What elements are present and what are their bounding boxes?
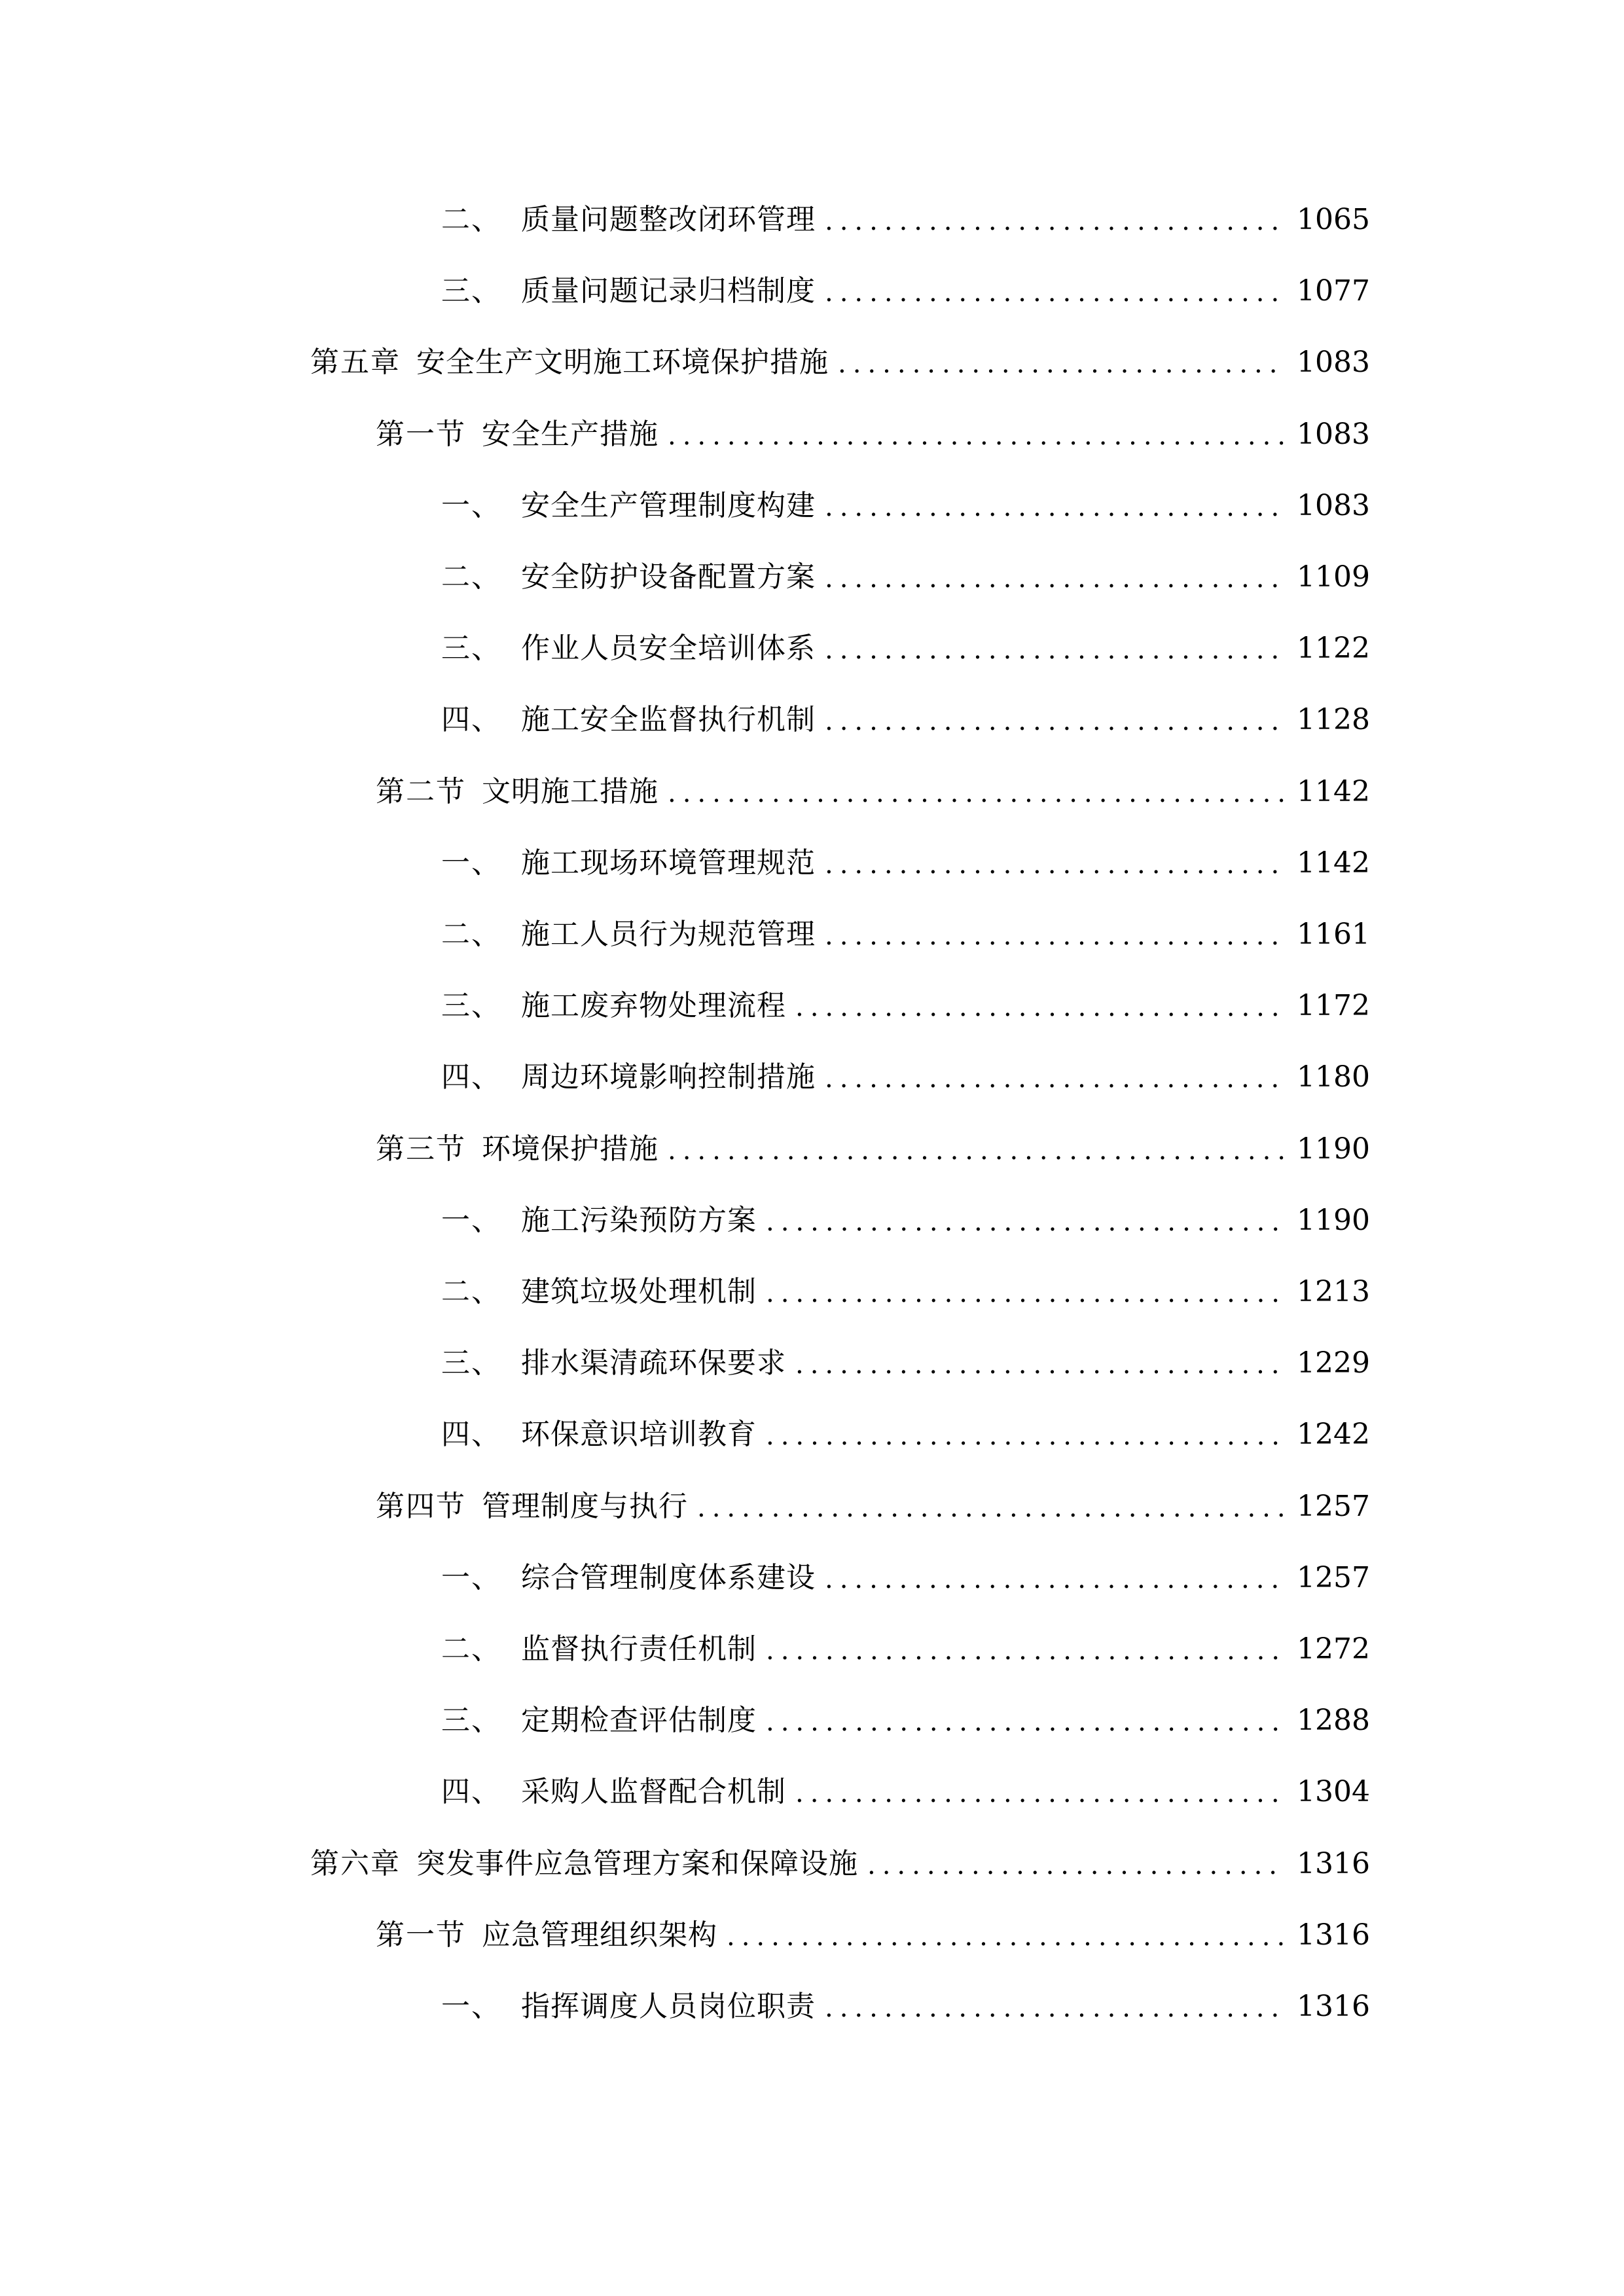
toc-entry[interactable] <box>441 973 1370 1026</box>
toc-dot-leader <box>766 1204 1285 1240</box>
toc-entry-title: 综合管理制度体系建设 <box>521 1560 816 1594</box>
toc-entry-title: 应急管理组织架构 <box>482 1918 717 1952</box>
toc-entry-number: 四、 <box>441 703 501 737</box>
toc-entry-title: 环保意识培训教育 <box>521 1418 757 1452</box>
toc-entry[interactable] <box>441 1331 1370 1383</box>
toc-entry-page-number: 1065 <box>1297 203 1370 236</box>
toc-entry-title: 周边环境影响控制措施 <box>521 1060 816 1094</box>
toc-entry-page-number: 1229 <box>1297 1346 1370 1380</box>
toc-dot-leader <box>825 1561 1285 1598</box>
toc-entry-number: 二、 <box>441 1275 501 1308</box>
toc-dot-leader <box>825 632 1285 668</box>
toc-entry-title: 安全生产文明施工环境保护措施 <box>416 346 829 380</box>
toc-entry-page-number: 1257 <box>1297 1560 1370 1594</box>
toc-entry[interactable] <box>441 1402 1370 1454</box>
toc-dot-leader <box>668 1132 1285 1169</box>
toc-entry-title: 指挥调度人员岗位职责 <box>521 1990 816 2023</box>
toc-entry[interactable] <box>441 473 1370 526</box>
toc-entry-page-number: 1077 <box>1297 274 1370 308</box>
toc-entry-title: 安全生产管理制度构建 <box>521 488 816 522</box>
toc-entry-page-number: 1142 <box>1297 774 1370 808</box>
toc-entry-number: 第二节 <box>376 774 466 808</box>
toc-entry-title: 施工废弃物处理流程 <box>521 989 786 1023</box>
toc-entry-page-number: 1180 <box>1297 1060 1370 1094</box>
toc-entry[interactable] <box>376 759 1370 812</box>
toc-entry[interactable] <box>441 545 1370 597</box>
toc-entry-page-number: 1288 <box>1297 1704 1370 1738</box>
toc-entry-number: 第三节 <box>376 1132 466 1166</box>
toc-entry-number: 二、 <box>441 918 501 951</box>
toc-entry-page-number: 1128 <box>1297 703 1370 737</box>
toc-entry-title: 排水渠清疏环保要求 <box>521 1346 786 1380</box>
toc-entry[interactable] <box>376 402 1370 454</box>
toc-entry-page-number: 1304 <box>1297 1775 1370 1809</box>
toc-dot-leader <box>867 1847 1285 1884</box>
toc-entry-page-number: 1213 <box>1297 1275 1370 1308</box>
toc-entry-number: 第四节 <box>376 1489 466 1523</box>
toc-dot-leader <box>825 703 1285 740</box>
toc-entry-number: 四、 <box>441 1775 501 1809</box>
toc-entry-page-number: 1172 <box>1297 989 1370 1023</box>
toc-entry-title: 施工现场环境管理规范 <box>521 846 816 880</box>
toc-entry-title: 建筑垃圾处理机制 <box>521 1275 757 1308</box>
toc-entry[interactable] <box>441 831 1370 883</box>
toc-dot-leader <box>825 1060 1285 1097</box>
toc-entry-title: 突发事件应急管理方案和保障设施 <box>416 1846 858 1880</box>
toc-entry-title: 采购人监督配合机制 <box>521 1775 786 1809</box>
toc-dot-leader <box>825 846 1285 883</box>
toc-entry-title: 质量问题记录归档制度 <box>521 274 816 308</box>
toc-entry-title: 质量问题整改闭环管理 <box>521 203 816 236</box>
toc-entry-number: 第一节 <box>376 417 466 451</box>
toc-entry-number: 四、 <box>441 1060 501 1094</box>
toc-entry-number: 一、 <box>441 1990 501 2023</box>
toc-entry-number: 一、 <box>441 1560 501 1594</box>
toc-entry-title: 安全生产措施 <box>482 417 659 451</box>
toc-entry-number: 四、 <box>441 1418 501 1452</box>
toc-entry-page-number: 1109 <box>1297 560 1370 594</box>
toc-entry[interactable] <box>441 259 1370 311</box>
toc-entry-title: 监督执行责任机制 <box>521 1632 757 1666</box>
toc-entry-number: 三、 <box>441 1346 501 1380</box>
toc-entry-number: 第五章 <box>310 346 401 380</box>
toc-dot-leader <box>766 1275 1285 1312</box>
toc-entry[interactable] <box>441 1688 1370 1740</box>
toc-entry-page-number: 1257 <box>1297 1489 1370 1523</box>
toc-dot-leader <box>825 1990 1285 2026</box>
toc-entry-page-number: 1316 <box>1297 1918 1370 1952</box>
toc-entry-title: 安全防护设备配置方案 <box>521 560 816 594</box>
toc-entry[interactable] <box>441 1759 1370 1812</box>
toc-entry[interactable] <box>441 902 1370 954</box>
toc-entry[interactable] <box>441 1974 1370 2026</box>
toc-entry-number: 三、 <box>441 632 501 666</box>
toc-entry-page-number: 1316 <box>1297 1846 1370 1880</box>
toc-entry[interactable] <box>310 1831 1370 1884</box>
toc-entry-number: 二、 <box>441 560 501 594</box>
toc-entry-title: 作业人员安全培训体系 <box>521 632 816 666</box>
toc-dot-leader <box>766 1632 1285 1669</box>
toc-entry-title: 施工安全监督执行机制 <box>521 703 816 737</box>
toc-entry[interactable] <box>310 330 1370 382</box>
toc-entry[interactable] <box>441 687 1370 740</box>
toc-entry[interactable] <box>376 1903 1370 1955</box>
toc-entry-page-number: 1083 <box>1297 346 1370 380</box>
toc-dot-leader <box>825 918 1285 954</box>
toc-entry-page-number: 1161 <box>1297 918 1370 951</box>
toc-entry[interactable] <box>441 1617 1370 1669</box>
toc-entry[interactable] <box>376 1117 1370 1169</box>
toc-dot-leader <box>668 418 1285 454</box>
toc-entry[interactable] <box>441 187 1370 240</box>
toc-entry-number: 二、 <box>441 1632 501 1666</box>
toc-dot-leader <box>825 560 1285 597</box>
toc-entry[interactable] <box>441 616 1370 668</box>
toc-entry-title: 文明施工措施 <box>482 774 659 808</box>
toc-dot-leader <box>668 775 1285 812</box>
toc-entry-number: 第一节 <box>376 1918 466 1952</box>
toc-entry-title: 定期检查评估制度 <box>521 1704 757 1738</box>
toc-entry-number: 一、 <box>441 488 501 522</box>
toc-entry-number: 一、 <box>441 1203 501 1237</box>
toc-entry[interactable] <box>441 1045 1370 1097</box>
toc-dot-leader <box>838 346 1285 382</box>
toc-entry-title: 施工人员行为规范管理 <box>521 918 816 951</box>
toc-entry-page-number: 1272 <box>1297 1632 1370 1666</box>
toc-entry-number: 二、 <box>441 203 501 236</box>
toc-dot-leader <box>795 1775 1285 1812</box>
toc-dot-leader <box>697 1490 1285 1526</box>
toc-dot-leader <box>795 1346 1285 1383</box>
toc-dot-leader <box>766 1418 1285 1454</box>
toc-dot-leader <box>766 1704 1285 1740</box>
toc-entry-page-number: 1122 <box>1297 632 1370 666</box>
toc-entry-page-number: 1242 <box>1297 1418 1370 1452</box>
toc-dot-leader <box>825 274 1285 311</box>
toc-entry-title: 环境保护措施 <box>482 1132 659 1166</box>
toc-entry[interactable] <box>441 1545 1370 1598</box>
toc-entry-page-number: 1316 <box>1297 1990 1370 2023</box>
toc-dot-leader <box>825 203 1285 240</box>
toc-entry[interactable] <box>441 1259 1370 1312</box>
toc-entry-number: 第六章 <box>310 1846 401 1880</box>
toc-dot-leader <box>795 989 1285 1026</box>
toc-entry-title: 管理制度与执行 <box>482 1489 688 1523</box>
toc-entry-number: 三、 <box>441 274 501 308</box>
toc-entry-page-number: 1190 <box>1297 1203 1370 1237</box>
toc-entry-page-number: 1142 <box>1297 846 1370 880</box>
toc-entry-page-number: 1083 <box>1297 488 1370 522</box>
toc-entry-number: 三、 <box>441 989 501 1023</box>
toc-entry-title: 施工污染预防方案 <box>521 1203 757 1237</box>
toc-entry[interactable] <box>441 1188 1370 1240</box>
toc-dot-leader <box>727 1918 1285 1955</box>
toc-dot-leader <box>825 489 1285 526</box>
toc-entry-page-number: 1083 <box>1297 417 1370 451</box>
toc-entry-number: 一、 <box>441 846 501 880</box>
toc-entry[interactable] <box>376 1474 1370 1526</box>
toc-entry-page-number: 1190 <box>1297 1132 1370 1166</box>
toc-entry-number: 三、 <box>441 1704 501 1738</box>
